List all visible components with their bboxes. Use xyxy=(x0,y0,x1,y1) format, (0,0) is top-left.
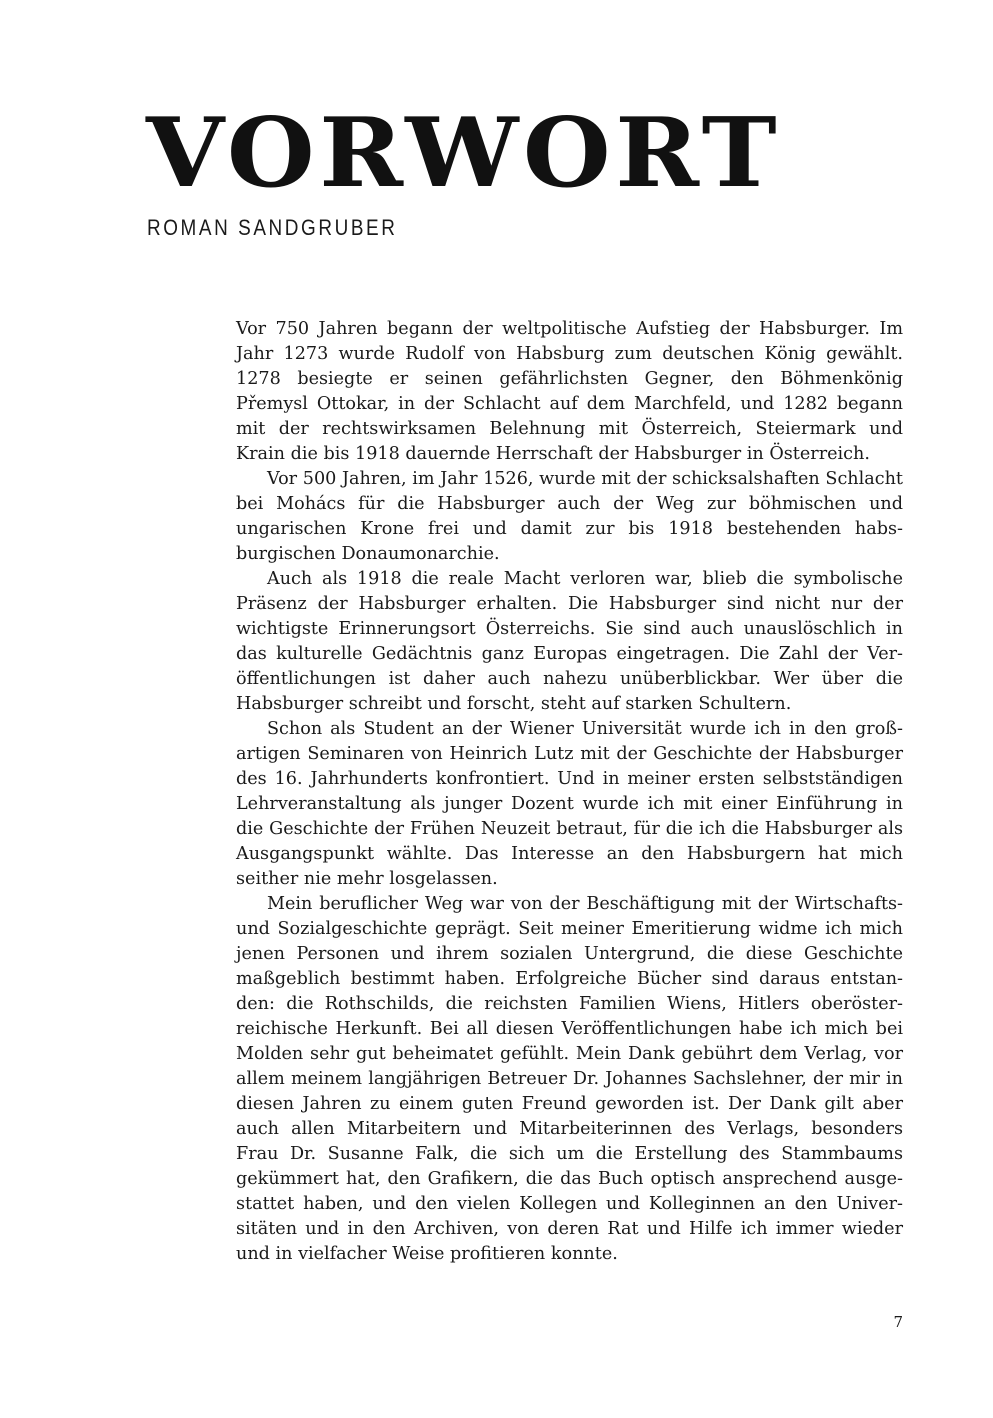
page-title: VORWORT xyxy=(146,96,782,210)
author-name: ROMAN SANDGRUBER xyxy=(147,215,398,240)
paragraph-2: Vor 500 Jahren, im Jahr 1526, wurde mit der schicksalshaften Schlacht bei Mohács für die Habsburger auch der Weg zur böhmischen und ungarischen Krone frei und damit zur bis 1918 bestehenden habsburgischen Donaumonarchie. xyxy=(236,469,903,564)
paragraph-3: Auch als 1918 die reale Macht verloren war, blieb die symbolische Präsenz der Habsburger erhalten. Die Habsburger sind nicht nur der wichtigste Erinnerungsort Österreichs. Sie sind auch unauslöschlich in das kulturelle Gedächtnis ganz Europas eingetragen. Die Zahl der Veröffentlichungen ist daher auch nahezu unüberblickbar. Wer über die Habsburger schreibt und forscht, steht auf starken Schultern. xyxy=(236,569,903,714)
paragraph-4: Schon als Student an der Wiener Universität wurde ich in den großartigen Seminaren von Heinrich Lutz mit der Geschichte der Habsburger des 16. Jahrhunderts konfrontiert. Und in meiner ersten selbstständigen Lehrveranstaltung als junger Dozent wurde ich mit einer Einführung in die Geschichte der Frühen Neuzeit betraut, für die ich die Habsburger als Ausgangspunkt wählte. Das Interesse an den Habsburgern hat mich seither nie mehr losgelassen. xyxy=(236,719,903,889)
paragraph-5: Mein beruflicher Weg war von der Beschäftigung mit der Wirtschafts- und Sozialgeschichte geprägt. Seit meiner Emeritierung widme ich mich jenen Personen und ihrem sozialen Untergrund, die diese Geschichte maßgeblich bestimmt haben. Erfolgreiche Bücher sind daraus entstanden: die Rothschilds, die reichsten Familien Wiens, Hitlers oberösterreichische Herkunft. Bei all diesen Veröffentlichungen habe ich mich bei Molden sehr gut beheimatet gefühlt. Mein Dank gebührt dem Verlag, vor allem meinem langjährigen Betreuer Dr. Johannes Sachslehner, der mir in diesen Jahren zu einem guten Freund geworden ist. Der Dank gilt aber auch allen Mitarbeitern und Mitarbeiterinnen des Verlags, besonders Frau Dr. Susanne Falk, die sich um die Erstellung des Stammbaums gekümmert hat, den Grafikern, die das Buch optisch ansprechend ausgestattet haben, und den vielen Kollegen und Kolleginnen an den Universitäten und in den Archiven, von deren Rat und Hilfe ich immer wieder und in vielfacher Weise profitieren konnte. xyxy=(236,894,903,1264)
body-text xyxy=(236,317,903,1267)
page-number: 7 xyxy=(893,1313,903,1331)
paragraph-1: Vor 750 Jahren begann der weltpolitische Aufstieg der Habsburger. Im Jahr 1273 wurde Rudolf von Habsburg zum deutschen König gewählt. 1278 besiegte er seinen gefährlichsten Gegner, den Böhmenkönig Přemysl Ottokar, in der Schlacht auf dem Marchfeld, und 1282 begann mit der rechtswirksamen Belehnung mit Österreich, Steiermark und Krain die bis 1918 dauernde Herrschaft der Habsburger in Österreich. xyxy=(236,319,903,464)
